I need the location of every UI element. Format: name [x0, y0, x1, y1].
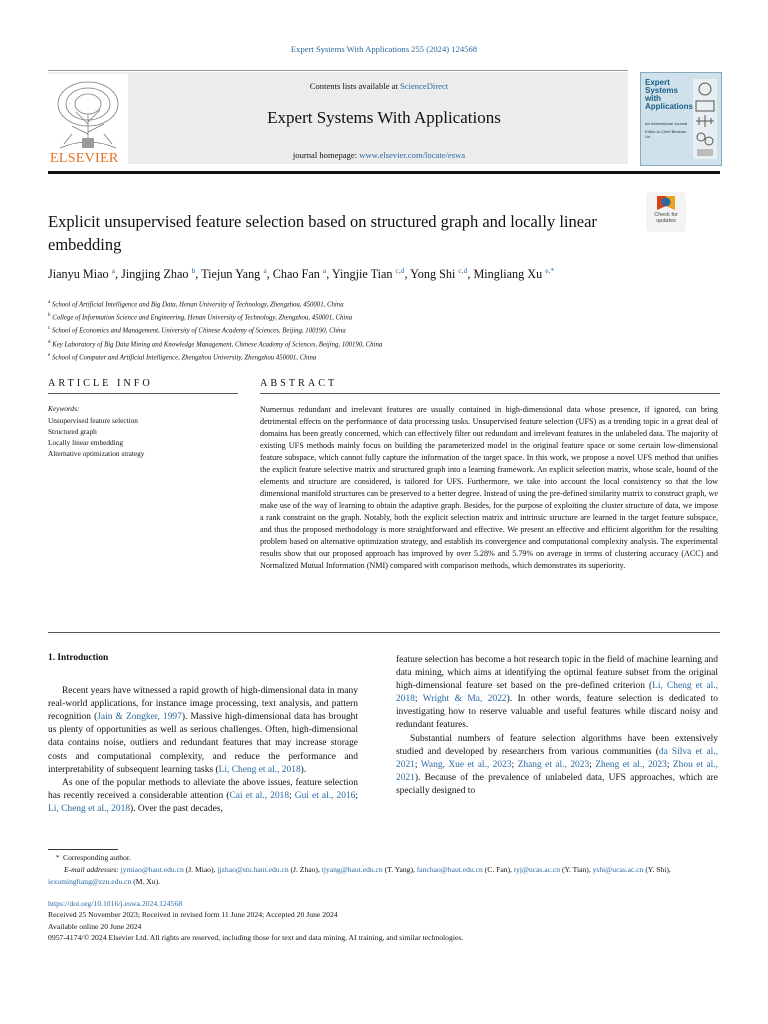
- journal-cover-thumbnail[interactable]: [640, 72, 722, 166]
- citation-link[interactable]: Li, Cheng et al., 2018: [218, 764, 301, 775]
- available-online: Available online 20 June 2024: [48, 921, 142, 931]
- body-text: ;: [355, 790, 359, 801]
- citation-link[interactable]: Zheng et al., 2023: [595, 759, 667, 770]
- author-name: Yong Shi: [410, 267, 456, 282]
- author-name: Yingjie Tian: [331, 267, 393, 282]
- homepage-prefix: journal homepage:: [292, 150, 360, 160]
- keyword-item: Alternative optimization strategy: [48, 449, 145, 458]
- body-paragraph: [48, 685, 358, 777]
- affiliation-item: [48, 311, 728, 324]
- body-text: ). Massive high-dimensional data has brought us plenty of opportunities as well as serious challenges. Often, high-dimensional data contains noise, outliers and redundant features that may increase storage costs and computational complexity, and reduce the performance and interpretability of subsequent learning tasks (: [48, 712, 359, 775]
- body-paragraph: [396, 733, 718, 798]
- body-left-column: [48, 652, 358, 816]
- body-text: Substantial numbers of feature selection algorithms have been extensively studied and developed by researchers from various communities (: [396, 733, 718, 757]
- email-owner: (M. Xu).: [133, 877, 161, 886]
- body-text: ;: [589, 759, 596, 770]
- email-owner: (J. Miao): [185, 865, 214, 874]
- email-link[interactable]: yshi@ucas.ac.cn: [592, 865, 644, 874]
- article-info-heading: ARTICLE INFO: [48, 378, 153, 389]
- affiliation-item: [48, 338, 728, 351]
- copyright: 0957-4174/© 2024 Elsevier Ltd. All rights are reserved, including those for text and data mining, AI training, and similar technologies.: [48, 932, 464, 942]
- affiliation-mark: d: [48, 339, 51, 345]
- keywords-label: Keywords:: [48, 404, 80, 413]
- author-list: Jianyu Miao $^a$, Jingjing Zhao $^b$, Tiejun Yang $^a$, Chao Fan $^a$, Yingjie Tian $^{c,d}$, Yong Shi $^{c,d}$, Mingliang Xu $^{e,*}$: [48, 266, 555, 282]
- citation-link[interactable]: Jain & Zongker, 1997: [97, 712, 182, 723]
- section-title: 1. Introduction: [48, 653, 109, 663]
- keyword-item: Locally linear embedding: [48, 438, 123, 447]
- footnote: [48, 852, 748, 888]
- abstract-bottom-rule: [48, 632, 720, 633]
- body-text: ). Over the past decades,: [130, 803, 223, 814]
- citation-link[interactable]: Zhang et al., 2023: [517, 759, 590, 770]
- header-top-rule: [48, 70, 628, 71]
- email-link[interactable]: iexumingliang@zzu.edu.cn: [48, 877, 132, 886]
- cover-title: Expert Systems with Applications: [645, 78, 694, 111]
- cover-subtitle-line: An International Journal: [645, 121, 688, 126]
- email-link[interactable]: fanchao@haut.edu.cn: [416, 865, 483, 874]
- citation-link[interactable]: Zhou et al., 2021: [396, 759, 719, 783]
- citation-link[interactable]: Wright & Ma, 2022: [422, 694, 507, 705]
- abstract-rule: [260, 393, 720, 394]
- body-text: Recent years have witnessed a rapid growth of high-dimensional data in many real-world applications, for instance image processing, text analysis, and pattern recognition (: [48, 686, 358, 723]
- cover-subtitle: [645, 121, 689, 139]
- corresponding-text: Corresponding author.: [63, 853, 131, 862]
- publication-meta: [48, 898, 748, 943]
- author-name: Tiejun Yang: [201, 267, 261, 282]
- affiliation-item: [48, 324, 728, 337]
- email-addresses: E-mail addresses: jymiao@haut.edu.cn (J. Miao), jjzhao@stu.haut.edu.cn (J. Zhao), tjyang@haut.edu.cn (T. Yang), fanchao@haut.edu.cn (C. Fan), tyj@ucas.ac.cn (Y. Tian), yshi@ucas.ac.cn (Y. Shi), iexumingliang@zzu.edu.cn (M. Xu).: [48, 865, 671, 886]
- body-text: ).: [300, 764, 307, 775]
- author-name: Chao Fan: [272, 267, 320, 282]
- header-bottom-rule: [48, 171, 720, 174]
- journal-title: Expert Systems With Applications: [267, 108, 501, 127]
- affiliation-text: School of Computer and Artificial Intelligence, Zhengzhou University, Zhengzhou 450001, China: [51, 353, 317, 361]
- keyword-item: Unsupervised feature selection: [48, 416, 138, 425]
- author-affiliation-mark[interactable]: a: [111, 266, 115, 275]
- body-text: ;: [289, 790, 295, 801]
- journal-reference[interactable]: Expert Systems With Applications 255 (2024) 124568: [290, 44, 478, 54]
- author-affiliation-mark[interactable]: c,d: [395, 266, 405, 275]
- author-affiliation-mark[interactable]: b: [191, 266, 196, 275]
- email-owner: (Y. Tian): [561, 865, 589, 874]
- body-text: As one of the popular methods to alleviate the above issues, feature selection has recently received a considerable attention (: [48, 777, 358, 801]
- contents-line: [130, 81, 628, 91]
- author-affiliation-mark[interactable]: a: [322, 266, 327, 275]
- affiliation-mark: e: [48, 352, 51, 358]
- affiliation-text: School of Artificial Intelligence and Big Data, Henan University of Technology, Zhengzhou, 450001, China: [51, 301, 344, 309]
- author-affiliation-mark[interactable]: c,d: [458, 266, 468, 275]
- affiliation-mark: c: [48, 326, 51, 332]
- body-text: ;: [511, 759, 518, 770]
- citation-link[interactable]: Gui et al., 2016: [294, 790, 356, 801]
- author-name: Jianyu Miao: [48, 267, 109, 282]
- affiliation-mark: a: [48, 300, 51, 305]
- body-text: feature selection has become a hot research topic in the field of machine learning and data mining, which aims at identifying the optimal feature subset from the original high-dimensional feature set based on the pre-defined criterion (: [396, 655, 718, 692]
- affiliation-item: [48, 351, 728, 364]
- citation-link[interactable]: Li, Cheng et al., 2018: [48, 803, 131, 814]
- citation-link[interactable]: Wang, Xue et al., 2023: [420, 759, 512, 770]
- corresponding-note: [48, 852, 748, 864]
- homepage-link[interactable]: www.elsevier.com/locate/eswa: [359, 150, 466, 160]
- affiliation-mark: b: [48, 313, 51, 319]
- affiliation-text: Key Laboratory of Big Data Mining and Knowledge Management, Chinese Academy of Sciences, Beijing, 100190, China: [52, 340, 383, 348]
- affiliation-item: [48, 298, 728, 311]
- abstract-text: Numerous redundant and irrelevant features are usually contained in high-dimensional data whose presence, if ignored, can bring detrimental effects on the performance of data processing tasks. Unsupervised feature selection (UFS) as a trending topic in a great deal of domains has been greatly concerned, which can effectively filter out redundant and irrelevant features in the unlabeled data. The majority of existing UFS methods mainly focus on building the parameterized model in the original feature space or some certain low-dimensional feature subspace, which cannot fully capture the information of the target space. In this work, we propose a novel UFS method that unifies the explicit feature selective matrix and structured graph into a learning framework. An explicit selection matrix, whose scale, bound of the elements and structure are considered, is tailored for UFS. Furthermore, we take into account the local consistency so that the low dimensional manifold structures can be preserved to a better degree. Instead of using the pre-defined similarity matrix to construct graph, we make use of the way of learning to obtain the adaptive graph. Besides, for the purpose of exploiting the cluster structure of data, we impose a rank constraint on the graph. Notably, both the explicit selection matrix and intrinsic structure are learned in the target feature subspace, and thus the proposed methodology is more straightforward and effective. We present an effective and efficient algorithm for the resulting problem based on alternative optimization strategy, and establish its convergence and computational complexity analysis. The experimental results show that our proposed approach has improved by over 5.28% and 5.79% on average in terms of clustering accuracy (ACC) and Normalized Mutual Information (NMI) compared with comparison methods, which demonstrates its superiority.: [260, 405, 718, 570]
- body-text: ). In other words, feature selection is dedicated to investigating how to reserve valuable and useful features while discard noisy and redundant features.: [396, 694, 718, 731]
- body-paragraph: [396, 654, 718, 733]
- doi-link[interactable]: https://doi.org/10.1016/j.eswa.2024.124568: [48, 899, 183, 908]
- body-right-column: [396, 654, 718, 798]
- citation-link[interactable]: Cai et al., 2018: [229, 790, 290, 801]
- email-owner: (J. Zhao): [290, 865, 318, 874]
- email-link[interactable]: jjzhao@stu.haut.edu.cn: [217, 865, 289, 874]
- sciencedirect-link[interactable]: ScienceDirect: [400, 81, 449, 91]
- left-paragraphs: [48, 685, 358, 816]
- affiliation-text: College of Information Science and Engineering, Henan University of Technology, Zhengzhou, 450001, China: [52, 314, 353, 322]
- cover-editor: Editor-in-Chief Binshan Lin: [645, 129, 687, 139]
- email-owner: (Y. Shi): [645, 865, 669, 874]
- body-paragraph: [48, 777, 358, 816]
- article-title: Explicit unsupervised feature selection based on structured graph and locally linear embedding: [48, 212, 597, 254]
- abstract-heading: ABSTRACT: [260, 378, 338, 389]
- article-info-rule: [48, 393, 238, 394]
- elsevier-wordmark: ELSEVIER: [50, 151, 119, 166]
- affiliation-list: [48, 298, 728, 364]
- received-dates: Received 25 November 2023; Received in revised form 11 June 2024; Accepted 20 June 2024: [48, 910, 338, 920]
- asterisk-mark: *: [56, 854, 63, 862]
- author-affiliation-mark[interactable]: a: [263, 266, 267, 275]
- footnote-rule: [48, 849, 118, 850]
- email-link[interactable]: jymiao@haut.edu.cn: [120, 865, 184, 874]
- body-text: ;: [414, 694, 423, 705]
- homepage-line: [130, 150, 628, 160]
- email-owner: (T. Yang): [384, 865, 413, 874]
- keyword-item: Structured graph: [48, 427, 97, 436]
- keywords-list: [48, 415, 248, 459]
- email-link[interactable]: tjyang@haut.edu.cn: [321, 865, 383, 874]
- check-for-updates-label[interactable]: Check for updates: [654, 212, 678, 224]
- author-name: Mingliang Xu: [473, 267, 543, 282]
- contents-prefix: Contents lists available at: [309, 81, 400, 91]
- email-owner: (C. Fan): [484, 865, 511, 874]
- cover-artwork: [693, 79, 717, 159]
- email-label: E-mail addresses:: [64, 865, 119, 874]
- body-text: ). Because of the prevalence of unlabeled data, UFS approaches, which are specially designed to: [396, 772, 718, 796]
- body-text: ;: [666, 759, 673, 770]
- body-text: ;: [414, 759, 421, 770]
- affiliation-text: School of Economics and Management, University of Chinese Academy of Sciences, Beijing, 100190, China: [51, 327, 346, 335]
- author-affiliation-mark[interactable]: e,*: [545, 266, 555, 275]
- email-link[interactable]: tyj@ucas.ac.cn: [513, 865, 561, 874]
- citation-link[interactable]: da Silva et al., 2021: [396, 746, 718, 770]
- citation-link[interactable]: Li, Cheng et al., 2018: [396, 681, 718, 705]
- author-name: Jingjing Zhao: [121, 267, 189, 282]
